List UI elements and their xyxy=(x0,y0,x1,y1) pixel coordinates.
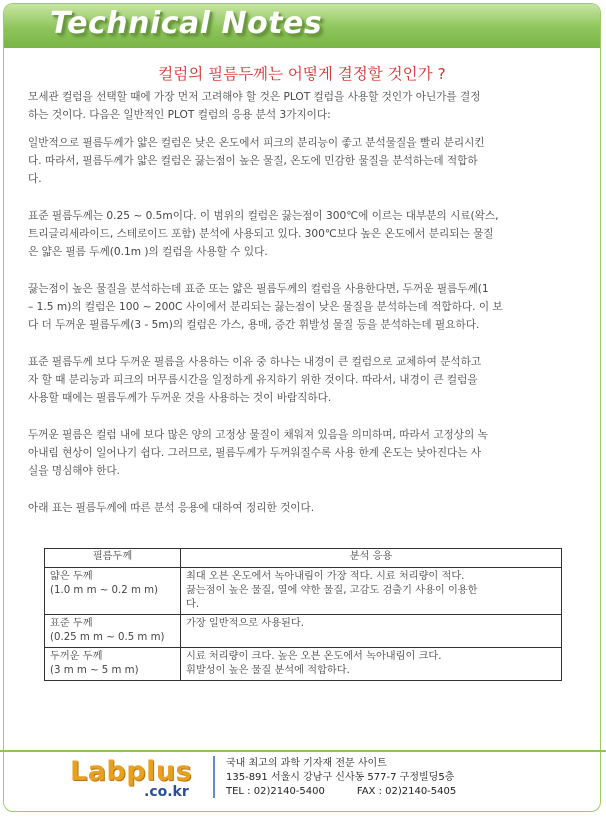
column-header-application: 분석 응용 xyxy=(181,549,562,568)
text-line: – 1.5 m)의 컬럼은 100 ~ 200C 사이에서 분리되는 끓는점이 낮은 물질을 분석하는데 적합하다. 이 보 xyxy=(28,301,503,313)
cell-text: 휘발성이 높은 물질 분석에 적합하다. xyxy=(186,665,350,676)
logo-separator xyxy=(213,756,215,798)
article-body xyxy=(28,88,580,517)
text-line: 다 더 두꺼운 필름두께(3 - 5m)의 컬럼은 가스, 용매, 증간 휘발성 물질 등을 분석하는데 필요하다. xyxy=(28,319,480,331)
header-title: Technical Notes xyxy=(50,6,323,41)
paragraph-bleed xyxy=(28,426,580,480)
footer-info xyxy=(226,757,456,799)
text-line: 사용할 때에는 필름두께가 두꺼운 것을 사용하는 것이 바람직하다. xyxy=(28,392,332,404)
text-line: 표준 필름두께 보다 두꺼운 필름을 사용하는 이유 중 하나는 내경이 큰 컬럼으로 교체하여 분석하고 xyxy=(28,356,482,368)
table-cell-thickness xyxy=(45,568,181,615)
text-line: 실을 명심해야 한다. xyxy=(28,465,120,477)
footer-fax: FAX : 02)2140-5405 xyxy=(356,786,457,797)
text-line: 트리글리세라이드, 스테로이드 포함) 분석에 사용되고 있다. 300℃보다 높은 온도에서 분리되는 물질 xyxy=(28,228,494,240)
text-line: 아내림 현상이 일어나기 쉽다. 그러므로, 필름두께가 두꺼워질수록 사용 한계 온도는 낮아진다는 사 xyxy=(28,447,482,459)
footer-tel: TEL : 02)2140-5400 xyxy=(226,786,325,797)
footer-divider xyxy=(0,750,606,752)
text-line: 하는 것이다. 다음은 일반적인 PLOT 컬럼의 응용 분석 3가지이다: xyxy=(28,109,331,121)
paragraph-large-id xyxy=(28,353,580,407)
article-title: 컬럼의 필름두께는 어떻게 결정할 것인가 ? xyxy=(158,65,446,83)
table-row xyxy=(45,648,562,681)
cell-text: 표준 두께 xyxy=(50,618,93,629)
text-line: 일반적으로 필름두께가 얇은 컬럼은 낮은 온도에서 피크의 분리능이 좋고 분석물질을 빨리 분리시킨 xyxy=(28,137,485,149)
footer-tagline: 국내 최고의 과학 기자재 전문 사이트 xyxy=(226,758,387,769)
column-header-thickness: 필름두께 xyxy=(45,549,181,568)
table-cell-application xyxy=(181,648,562,681)
text-line: 자 할 때 분리능과 피크의 머무름시간을 일정하게 유지하기 위한 것이다. 따라서, 내경이 큰 컬럼을 xyxy=(28,374,478,386)
paragraph-standard-film xyxy=(28,207,580,261)
text-line: 다. 따라서, 필름두께가 얇은 컬럼은 끓는점이 높은 물질, 온도에 민감한 물질을 분석하는데 적합하 xyxy=(28,155,478,167)
logo-wordmark: Labplus xyxy=(70,756,193,787)
footer-contact xyxy=(226,785,456,799)
table-header-row xyxy=(45,549,562,568)
footer-address: 135-891 서울시 강남구 신사동 577-7 구정빌딩5층 xyxy=(226,772,455,783)
table-cell-application xyxy=(181,568,562,615)
cell-text: 최대 오븐 온도에서 녹아내림이 가장 적다. 시료 처리량이 적다. xyxy=(186,571,465,582)
cell-text: 두꺼운 두께 xyxy=(50,651,103,662)
cell-text: 끓는점이 높은 물질, 열에 약한 물질, 고감도 검출기 사용이 이용한 xyxy=(186,585,478,596)
header-banner xyxy=(4,4,600,48)
paragraph-table-intro xyxy=(28,499,580,517)
paragraph-thick-film xyxy=(28,280,580,334)
labplus-logo[interactable] xyxy=(70,756,210,802)
text-line: 모세관 컬럼을 선택할 때에 가장 먼저 고려해야 할 것은 PLOT 컬럼을 사용할 것인가 아닌가를 결정 xyxy=(28,91,481,103)
text-line: 은 얇은 필름 두께(0.1m )의 컬럼을 사용할 수 있다. xyxy=(28,246,268,258)
cell-text: 다. xyxy=(186,599,200,610)
text-line: 끓는점이 높은 물질을 분석하는데 표준 또는 얇은 필름두께의 컬럼을 사용한다면, 두꺼운 필름두께(1 xyxy=(28,283,489,295)
paragraph-thin-film xyxy=(28,134,580,188)
cell-text: (1.0 m m ~ 0.2 m m) xyxy=(50,585,159,596)
table-row xyxy=(45,568,562,615)
cell-text: (3 m m ~ 5 m m) xyxy=(50,665,139,676)
cell-text: 얇은 두께 xyxy=(50,571,93,582)
text-line: 표준 필름두께는 0.25 ~ 0.5m이다. 이 범위의 컬럼은 끓는점이 300℃에 이르는 대부분의 시료(왁스, xyxy=(28,210,499,222)
cell-text: 시료 처리량이 크다. 높은 오븐 온도에서 녹아내림이 크다. xyxy=(186,651,442,662)
text-line: 두꺼운 필름은 컬럼 내에 보다 많은 양의 고정상 물질이 채워져 있음을 의미하며, 따라서 고정상의 녹 xyxy=(28,429,488,441)
paragraph-intro xyxy=(28,88,580,124)
text-line: 아래 표는 필름두께에 따른 분석 응용에 대하여 정리한 것이다. xyxy=(28,502,315,514)
table-cell-application xyxy=(181,615,562,648)
table-cell-thickness xyxy=(45,615,181,648)
logo-domain: .co.kr xyxy=(144,784,189,800)
table-cell-thickness xyxy=(45,648,181,681)
cell-text: 가장 일반적으로 사용된다. xyxy=(186,618,304,629)
text-line: 다. xyxy=(28,173,42,185)
table-row xyxy=(45,615,562,648)
film-thickness-table xyxy=(44,548,562,681)
cell-text: (0.25 m m ~ 0.5 m m) xyxy=(50,632,165,643)
